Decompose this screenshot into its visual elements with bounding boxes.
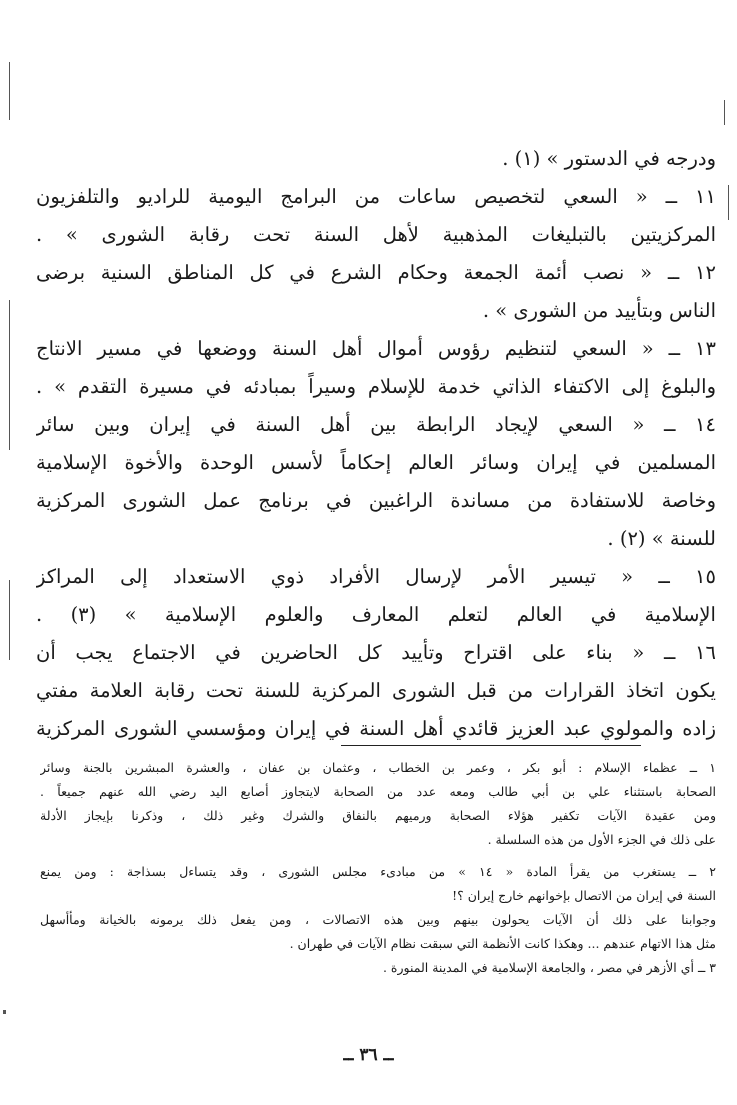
- footnote-line: ٣ ــ أي الأزهر في مصر ، والجامعة الإسلامية في المدينة المنورة .: [382, 960, 716, 975]
- footnote-line: مثل هذا الاتهام عندهم ... وهكذا كانت الأنظمة التي سبقت نظام الآيات في طهران .: [289, 936, 716, 951]
- footnote-gap: [40, 852, 716, 860]
- text-line: المركزيتين بالتبليغات المذهبية لأهل السنة تحت رقابة الشورى » .: [36, 223, 716, 246]
- footnote-divider: [341, 745, 641, 746]
- text-line: ١٦ ــ « بناء على اقتراح وتأييد كل الحاضرين في الاجتماع يجب أن: [36, 641, 716, 664]
- text-line: ١١ ــ « السعي لتخصيص ساعات من البرامج اليومية للراديو والتلفزيون: [36, 185, 716, 208]
- footnote-line: ١ ــ عظماء الإسلام : أبو بكر ، وعمر بن الخطاب ، وعثمان بن عفان ، والعشرة المبشرين بالجنة وسائر: [40, 760, 716, 775]
- text-line: المسلمين في إيران وسائر العالم إحكاماً لأسس الوحدة والأخوة الإسلامية: [36, 451, 716, 474]
- footnote-line: السنة في إيران من الاتصال بإخوانهم خارج إيران ؟!: [452, 888, 716, 903]
- page-number: ــ ٣٦ ــ: [343, 1045, 394, 1065]
- text-line: ١٢ ــ « نصب أئمة الجمعة وحكام الشرع في كل المناطق السنية برضى: [36, 261, 716, 284]
- footnote-line: الصحابة باستثناء علي بن أبي طالب ومعه عدد من الصحابة لايتجاوز أصابع اليد رضي الله عنهم جميعاً .: [40, 784, 716, 799]
- text-line: الناس وبتأييد من الشورى » .: [482, 299, 716, 322]
- text-line: ١٥ ــ « تيسير الأمر لإرسال الأفراد ذوي الاستعداد إلى المراكز: [36, 565, 716, 588]
- scan-edge-mark: [9, 62, 10, 120]
- scan-edge-mark: [724, 100, 725, 125]
- text-line: ١٣ ــ « السعي لتنظيم رؤوس أموال أهل السنة ووضعها في مسير الانتاج: [36, 337, 716, 360]
- scan-edge-mark: [9, 580, 10, 660]
- scan-edge-mark: [9, 300, 10, 450]
- scan-edge-mark: [728, 185, 729, 220]
- footnote-line: ٢ ــ يستغرب من يقرأ المادة « ١٤ » من مبادىء مجلس الشورى ، وقد يتساءل بسذاجة : ومن يمنع: [40, 864, 716, 879]
- text-line: وخاصة للاستفادة من مساندة الراغبين في برنامج عمل الشورى المركزية: [36, 489, 716, 512]
- text-line: زاده والمولوي عبد العزيز قائدي أهل السنة في إيران ومؤسسي الشورى المركزية: [36, 717, 716, 740]
- text-line: للسنة » (٢) .: [607, 527, 716, 550]
- footnote-line: على ذلك في الجزء الأول من هذه السلسلة .: [487, 832, 716, 847]
- text-line: يكون اتخاذ القرارات من قبل الشورى المركزية للسنة تحت رقابة العلامة مفتي: [36, 679, 716, 702]
- main-text: [36, 140, 716, 748]
- text-line: الإسلامية في العالم لتعلم المعارف والعلوم الإسلامية » (٣) .: [36, 603, 716, 626]
- scan-edge-mark: [3, 1010, 6, 1014]
- footnote-line: ومن عقيدة الآيات تكفير هؤلاء الصحابة ورميهم بالنفاق والشرك وغير ذلك ، وذكرنا بإيجاز الأدلة: [40, 808, 716, 823]
- text-line: ودرجه في الدستور » (١) .: [502, 147, 716, 170]
- footnote-line: وجوابنا على ذلك أن الآيات يحولون بينهم وبين هذه الاتصالات ، ومن يفعل ذلك يرمونه بالخيانة ومأأسهل: [40, 912, 716, 927]
- text-line: ١٤ ــ « السعي لإيجاد الرابطة بين أهل السنة في إيران وبين سائر: [36, 413, 716, 436]
- text-line: والبلوغ إلى الاكتفاء الذاتي خدمة للإسلام وسيراً بمبادئه في مسيرة التقدم » .: [36, 375, 716, 398]
- footnotes: [40, 756, 716, 980]
